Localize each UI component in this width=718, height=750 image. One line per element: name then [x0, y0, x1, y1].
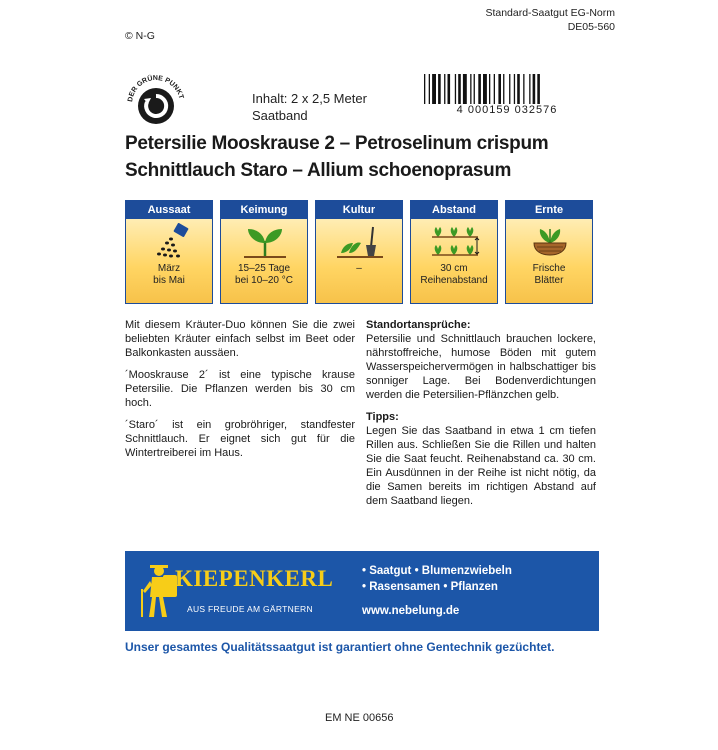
gruene-punkt-icon	[122, 70, 190, 138]
brand-name: KIEPENKERL	[175, 566, 334, 591]
shovel-plant-icon	[335, 223, 385, 259]
card-header: Ernte	[506, 201, 592, 219]
card-value: März bis Mai	[153, 263, 185, 286]
location-heading: Standortansprüche:	[366, 319, 471, 331]
contents-line-2: Saatband	[252, 108, 308, 123]
product-list	[362, 563, 512, 595]
norm-line-1: Standard-Saatgut EG-Norm	[485, 7, 615, 19]
card-value: Frische Blätter	[532, 263, 566, 286]
contents-label	[252, 90, 367, 124]
norm-label	[470, 6, 615, 34]
harvest-bowl-icon	[525, 223, 575, 259]
description-paragraph: ´Mooskrause 2´ ist eine typische krause Petersilie. Die Pflanzen werden bis 30 cm hoch.	[125, 369, 355, 409]
card-aussaat	[125, 200, 213, 304]
card-header: Keimung	[221, 201, 307, 219]
title-chives: Schnittlauch Staro – Allium schoenoprasum	[125, 160, 512, 181]
em-code: EM NE 00656	[325, 712, 394, 724]
card-header: Abstand	[411, 201, 497, 219]
tips-heading: Tipps:	[366, 411, 399, 423]
description-paragraph: ´Staro´ ist ein grobröhriger, standfester Schnittlauch. Er eignet sich gut für die Wintertreiberei im Haus.	[125, 419, 355, 459]
card-keimung	[220, 200, 308, 304]
contents-line-1: Inhalt: 2 x 2,5 Meter	[252, 91, 367, 106]
card-value: 30 cm Reihenabstand	[420, 263, 488, 286]
row-spacing-icon	[430, 223, 480, 259]
card-header: Aussaat	[126, 201, 212, 219]
description-column	[125, 318, 355, 468]
seed-bag-icon	[145, 223, 195, 259]
description-paragraph: Mit diesem Kräuter-Duo können Sie die zwei beliebten Kräuter einfach selbst im Beet oder Balkonkasten aussäen.	[125, 319, 355, 359]
product-line-2: • Rasensamen • Pflanzen	[362, 581, 498, 593]
seedling-icon	[240, 223, 290, 259]
gruene-punkt-label: DER GRÜNE PUNKT	[127, 74, 185, 103]
brand-url[interactable]: www.nebelung.de	[362, 605, 460, 617]
brand-banner	[125, 551, 599, 631]
card-kultur	[315, 200, 403, 304]
gmo-free-note: Unser gesamtes Qualitätssaatgut ist garantiert ohne Gentechnik gezüchtet.	[125, 640, 555, 654]
brand-slogan: AUS FREUDE AM GÄRTNERN	[187, 604, 313, 614]
norm-line-2: DE05-560	[567, 21, 615, 33]
product-line-1: • Saatgut • Blumenzwiebeln	[362, 565, 512, 577]
location-text: Petersilie und Schnittlauch brauchen lockere, nährstoffreiche, humose Böden mit gutem Wasserspeichervermögen in halbschattiger bis sonniger Lage. Bei Bodenverdichtungen werden die Petersilien-Pflänzchen gelb.	[366, 333, 596, 401]
card-header: Kultur	[316, 201, 402, 219]
barcode-digits: 4 000159 032576	[418, 104, 596, 116]
copyright: © N-G	[125, 30, 155, 42]
instructions-column	[366, 318, 596, 516]
card-ernte	[505, 200, 593, 304]
title-parsley: Petersilie Mooskrause 2 – Petroselinum crispum	[125, 133, 549, 154]
card-abstand	[410, 200, 498, 304]
card-value: 15–25 Tage bei 10–20 °C	[235, 263, 293, 286]
tips-text: Legen Sie das Saatband in etwa 1 cm tiefen Rillen aus. Schließen Sie die Rillen und halten Sie die Saat feucht. Reihenabstand ca. 30 cm. Ein Ausdünnen in der Reihe ist nicht nötig, da die Samen bereits im richtigen Abstand auf dem Saatband liegen.	[366, 425, 596, 507]
card-value: –	[356, 263, 362, 274]
